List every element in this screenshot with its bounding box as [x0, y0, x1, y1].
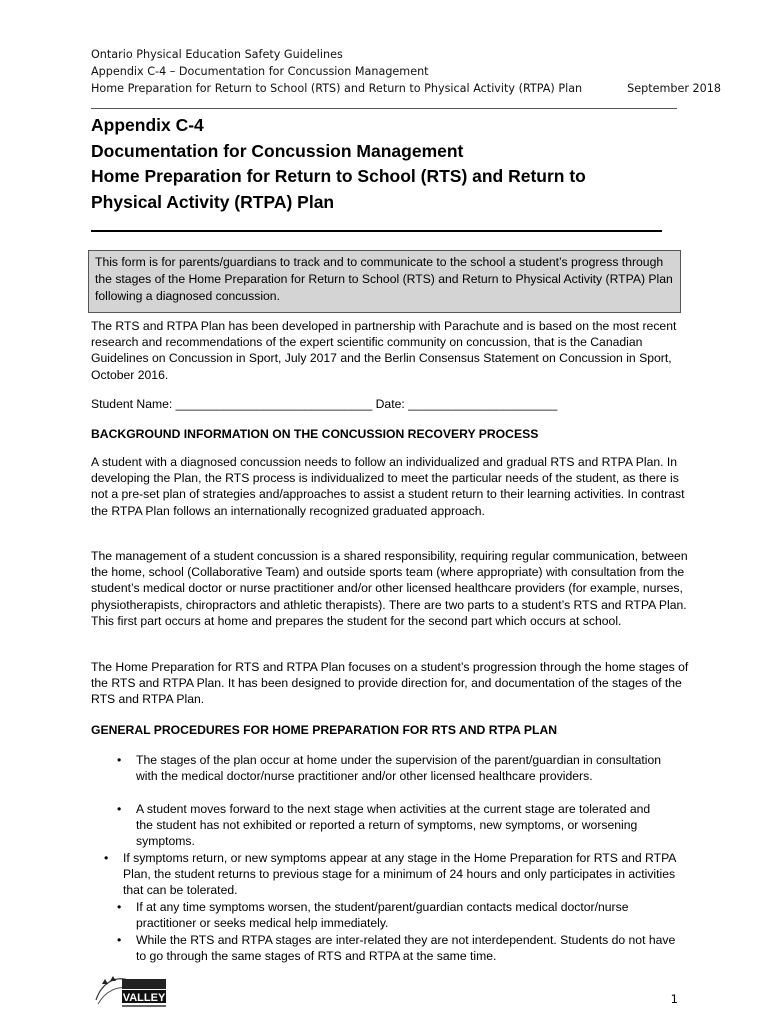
list-item: [0, 752, 770, 801]
bullet-icon: •: [117, 753, 122, 767]
header-line-2: Appendix C-4 – Documentation for Concussion Management: [91, 65, 429, 78]
list-item: [0, 850, 770, 899]
header-line-1: Ontario Physical Education Safety Guidelines: [91, 48, 343, 61]
list-item: [0, 801, 770, 850]
thames-valley-logo: [92, 974, 170, 1010]
page-title: [91, 113, 691, 215]
bullet-icon: •: [117, 933, 122, 947]
title-line-4: Physical Activity (RTPA) Plan: [91, 191, 335, 212]
background-paragraph-3: The Home Preparation for RTS and RTPA Plan focuses on a student’s progression through the home stages of the RTS and RTPA Plan. It has been designed to provide direction for, and documentation of the stages of the RTS and RTPA Plan.: [91, 660, 689, 707]
title-underline: [91, 230, 662, 232]
list-item-text: The stages of the plan occur at home under the supervision of the parent/guardian in consultation with the medical doctor/nurse practitioner and/or other licensed healthcare providers.: [136, 753, 662, 784]
list-item-text: If at any time symptoms worsen, the student/parent/guardian contacts medical doctor/nurse practitioner or seeks medical help immediately.: [136, 900, 629, 931]
list-item-text: While the RTS and RTPA stages are inter-related they are not interdependent. Students do not have to go through the same stages of RTS and RTPA at the same time.: [136, 933, 676, 964]
title-line-3: Home Preparation for Return to School (RTS) and Return to: [91, 166, 586, 186]
bullet-icon: •: [117, 802, 122, 816]
header-line-3: Home Preparation for Return to School (RTS) and Return to Physical Activity (RTPA) Plan: [91, 82, 583, 95]
page-number: 1: [670, 992, 678, 1006]
partnership-paragraph: The RTS and RTPA Plan has been developed in partnership with Parachute and is based on the most recent research and recommendations of the expert scientific community on concussion, that is the Canadian Guidelines on Concussion in Sport, July 2017 and the Berlin Consensus Statement on Concussion in Sport, October 2016.: [91, 319, 677, 382]
header-divider: [91, 108, 677, 109]
list-item-text: If symptoms return, or new symptoms appear at any stage in the Home Preparation for RTS and RTPA Plan, the student returns to previous stage for a minimum of 24 hours and only participates in activities that can be tolerated.: [123, 851, 676, 898]
intro-box: This form is for parents/guardians to track and to communicate to the school a student’s progress through the stages of the Home Preparation for Return to School (RTS) and Return to Physical Activity (RTPA) Plan following a diagnosed concussion.: [88, 250, 681, 313]
procedures-list: [0, 752, 770, 965]
background-paragraph-1: A student with a diagnosed concussion needs to follow an individualized and gradual RTS and RTPA Plan. In developing the Plan, the RTS process is individualized to meet the particular needs of the student, as there is not a pre-set plan of strategies and/approaches to assist a student return to their learning activities. In contrast the RTPA Plan follows an internationally recognized graduated approach.: [91, 455, 685, 518]
header-date: September 2018: [627, 82, 721, 95]
background-paragraph-2: The management of a student concussion is a shared responsibility, requiring regular communication, between the home, school (Collaborative Team) and outside sports team (where appropriate) with consultation from the student’s medical doctor or nurse practitioner and/or other licensed healthcare providers (for example, nurses, physiotherapists, chiropractors and athletic therapists). There are two parts to a student’s RTS and RTPA Plan. This first part occurs at home and prepares the student for the second part which occurs at school.: [91, 549, 688, 628]
title-line-2: Documentation for Concussion Management: [91, 140, 464, 161]
bullet-icon: •: [104, 851, 109, 865]
list-item-text: A student moves forward to the next stage when activities at the current stage are tolerated and the student has not exhibited or reported a return of symptoms, new symptoms, or worsening symptoms.: [136, 802, 651, 849]
general-procedures-heading: GENERAL PROCEDURES FOR HOME PREPARATION FOR RTS AND RTPA PLAN: [91, 723, 558, 737]
list-item: [0, 899, 770, 932]
running-header: [91, 46, 721, 97]
bullet-icon: •: [117, 900, 122, 914]
logo-text: VALLEY: [122, 992, 166, 1004]
background-heading: BACKGROUND INFORMATION ON THE CONCUSSION RECOVERY PROCESS: [91, 427, 539, 441]
student-name-date-line: Student Name: _____________________________ Date: ______________________: [91, 397, 558, 411]
title-line-1: Appendix C-4: [91, 115, 204, 135]
list-item: [0, 932, 770, 965]
